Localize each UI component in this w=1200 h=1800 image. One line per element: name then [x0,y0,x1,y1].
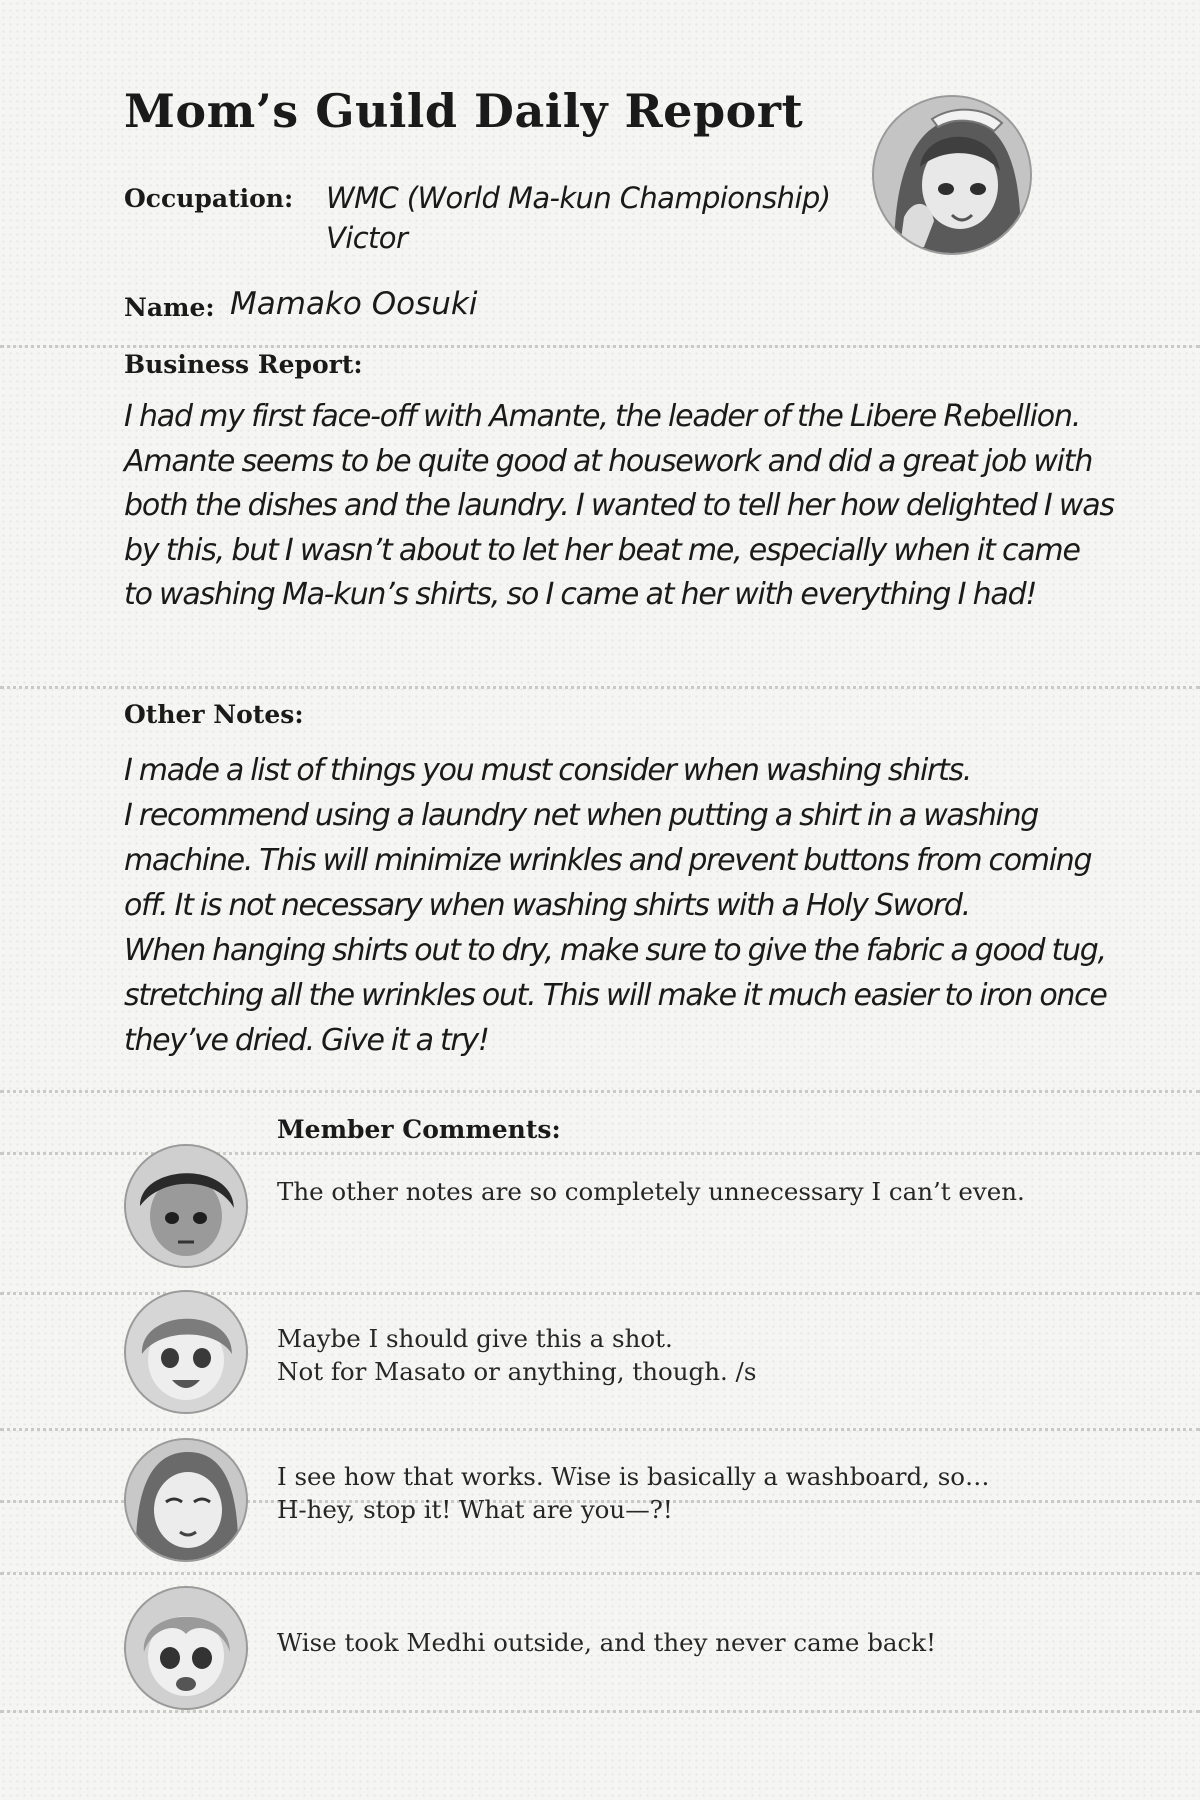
comment-line: Not for Masato or anything, though. /s [277,1357,757,1386]
business-report-text: I had my first face-off with Amante, the leader of the Libere Rebellion. Amante seems to be quite good at housework and did a great job with both the dishes and the laundry. I wanted to tell her how delighted I was by this, but I wasn’t about to let her beat me, especially when it came to washing Ma-kun’s shirts, so I came at her with everything I had! [124,399,1114,612]
mamako-portrait [872,95,1032,255]
occupation-value: WMC (World Ma-kun Championship) Victor [326,181,831,255]
comment-line: Maybe I should give this a shot. [277,1324,673,1353]
member-comments-label: Member Comments: [277,1115,561,1144]
comment-line: The other notes are so completely unnecessary I can’t even. [277,1177,1025,1206]
member-comment [277,1626,936,1659]
comment-line: Wise took Medhi outside, and they never came back! [277,1628,936,1657]
comment-line: I see how that works. Wise is basically a washboard, so… [277,1462,990,1491]
ruled-line [0,1428,1200,1431]
member-portrait-medhi [124,1438,248,1562]
member-comment [277,1175,1025,1208]
portrait-illustration [126,1440,246,1560]
portrait-illustration [126,1146,246,1266]
other-notes-line: I recommend using a laundry net when putting a shirt in a washing machine. This will minimize wrinkles and prevent buttons from coming off. It is not necessary when washing shirts with a Holy Sword. [124,798,1092,923]
name-value: Mamako Oosuki [230,286,478,322]
business-report-label: Business Report: [124,350,363,379]
ruled-line [0,1572,1200,1575]
comment-line: H-hey, stop it! What are you—?! [277,1495,673,1524]
other-notes-line: When hanging shirts out to dry, make sure to give the fabric a good tug, stretching all the wrinkles out. This will make it much easier to iron once they’ve dried. Give it a try! [124,933,1107,1058]
ruled-line [0,345,1200,348]
ruled-line [0,1090,1200,1093]
portrait-illustration [126,1292,246,1412]
other-notes-label: Other Notes: [124,700,304,729]
member-portrait-wise [124,1290,248,1414]
ruled-line [0,686,1200,689]
occupation-label: Occupation: [124,184,294,213]
portrait-illustration [126,1588,246,1708]
other-notes-line: I made a list of things you must consider when washing shirts. [124,753,972,788]
member-portrait-porta [124,1586,248,1710]
other-notes-text [124,748,1114,1063]
report-title: Mom’s Guild Daily Report [124,84,804,138]
portrait-illustration [874,97,1030,253]
member-portrait-masato [124,1144,248,1268]
member-comment [277,1322,756,1388]
name-label: Name: [124,293,215,322]
ruled-line [0,1710,1200,1713]
member-comment [277,1460,990,1526]
